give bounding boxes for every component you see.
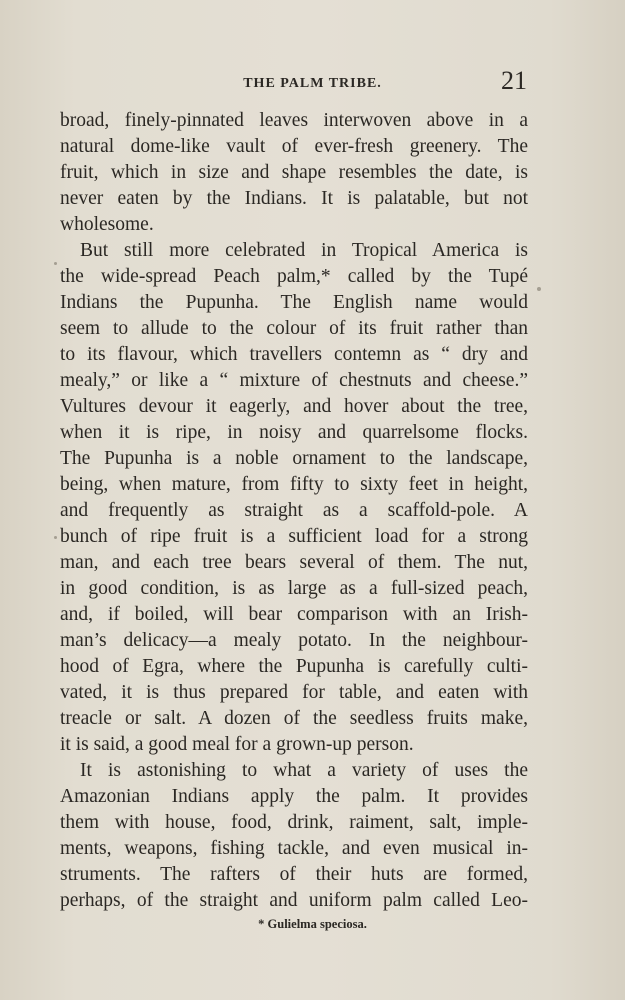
paper-blemish — [537, 287, 541, 291]
text-line: man’s delicacy—a mealy potato. In the neighbour- — [60, 630, 528, 651]
text-line: to its flavour, which travellers contemn as “ dry and — [60, 344, 528, 365]
paper-blemish — [54, 262, 57, 265]
page-header — [0, 64, 625, 104]
text-line: when it is ripe, in noisy and quarrelsome flocks. — [60, 422, 528, 443]
text-line: seem to allude to the colour of its fruit rather than — [60, 318, 528, 339]
text-line: perhaps, of the straight and uniform palm called Leo- — [60, 890, 528, 911]
paper-blemish — [54, 536, 57, 539]
text-line: struments. The rafters of their huts are formed, — [60, 864, 528, 885]
text-line: Indians the Pupunha. The English name would — [60, 292, 528, 313]
body-text — [60, 108, 528, 914]
text-line: treacle or salt. A dozen of the seedless fruits make, — [60, 708, 528, 729]
text-line: and, if boiled, will bear comparison with an Irish- — [60, 604, 528, 625]
text-line: hood of Egra, where the Pupunha is carefully culti- — [60, 656, 528, 677]
text-line: never eaten by the Indians. It is palatable, but not — [60, 188, 528, 209]
text-line: vated, it is thus prepared for table, and eaten with — [60, 682, 528, 703]
footnote: * Gulielma speciosa. — [258, 917, 367, 931]
text-line: the wide-spread Peach palm,* called by the Tupé — [60, 266, 528, 287]
text-line: natural dome-like vault of ever-fresh greenery. The — [60, 136, 528, 157]
text-line: wholesome. — [60, 214, 154, 235]
text-line: it is said, a good meal for a grown-up person. — [60, 734, 414, 755]
text-line: them with house, food, drink, raiment, salt, imple- — [60, 812, 528, 833]
text-line: Amazonian Indians apply the palm. It provides — [60, 786, 528, 807]
text-line: and frequently as straight as a scaffold-pole. A — [60, 500, 528, 521]
running-head: THE PALM TRIBE. — [243, 76, 382, 91]
text-line: ments, weapons, fishing tackle, and even musical in- — [60, 838, 528, 859]
text-line: Vultures devour it eagerly, and hover about the tree, — [60, 396, 528, 417]
text-line: mealy,” or like a “ mixture of chestnuts and cheese.” — [60, 370, 528, 391]
text-line: being, when mature, from fifty to sixty feet in height, — [60, 474, 528, 495]
page-number: 21 — [501, 66, 527, 95]
text-line: man, and each tree bears several of them. The nut, — [60, 552, 528, 573]
text-line: It is astonishing to what a variety of uses the — [80, 760, 528, 781]
text-line: bunch of ripe fruit is a sufficient load for a strong — [60, 526, 528, 547]
text-line: in good condition, is as large as a full-sized peach, — [60, 578, 528, 599]
text-line: broad, finely-pinnated leaves interwoven above in a — [60, 110, 528, 131]
text-line: fruit, which in size and shape resembles the date, is — [60, 162, 528, 183]
text-line: The Pupunha is a noble ornament to the landscape, — [60, 448, 528, 469]
text-line: But still more celebrated in Tropical America is — [80, 240, 528, 261]
